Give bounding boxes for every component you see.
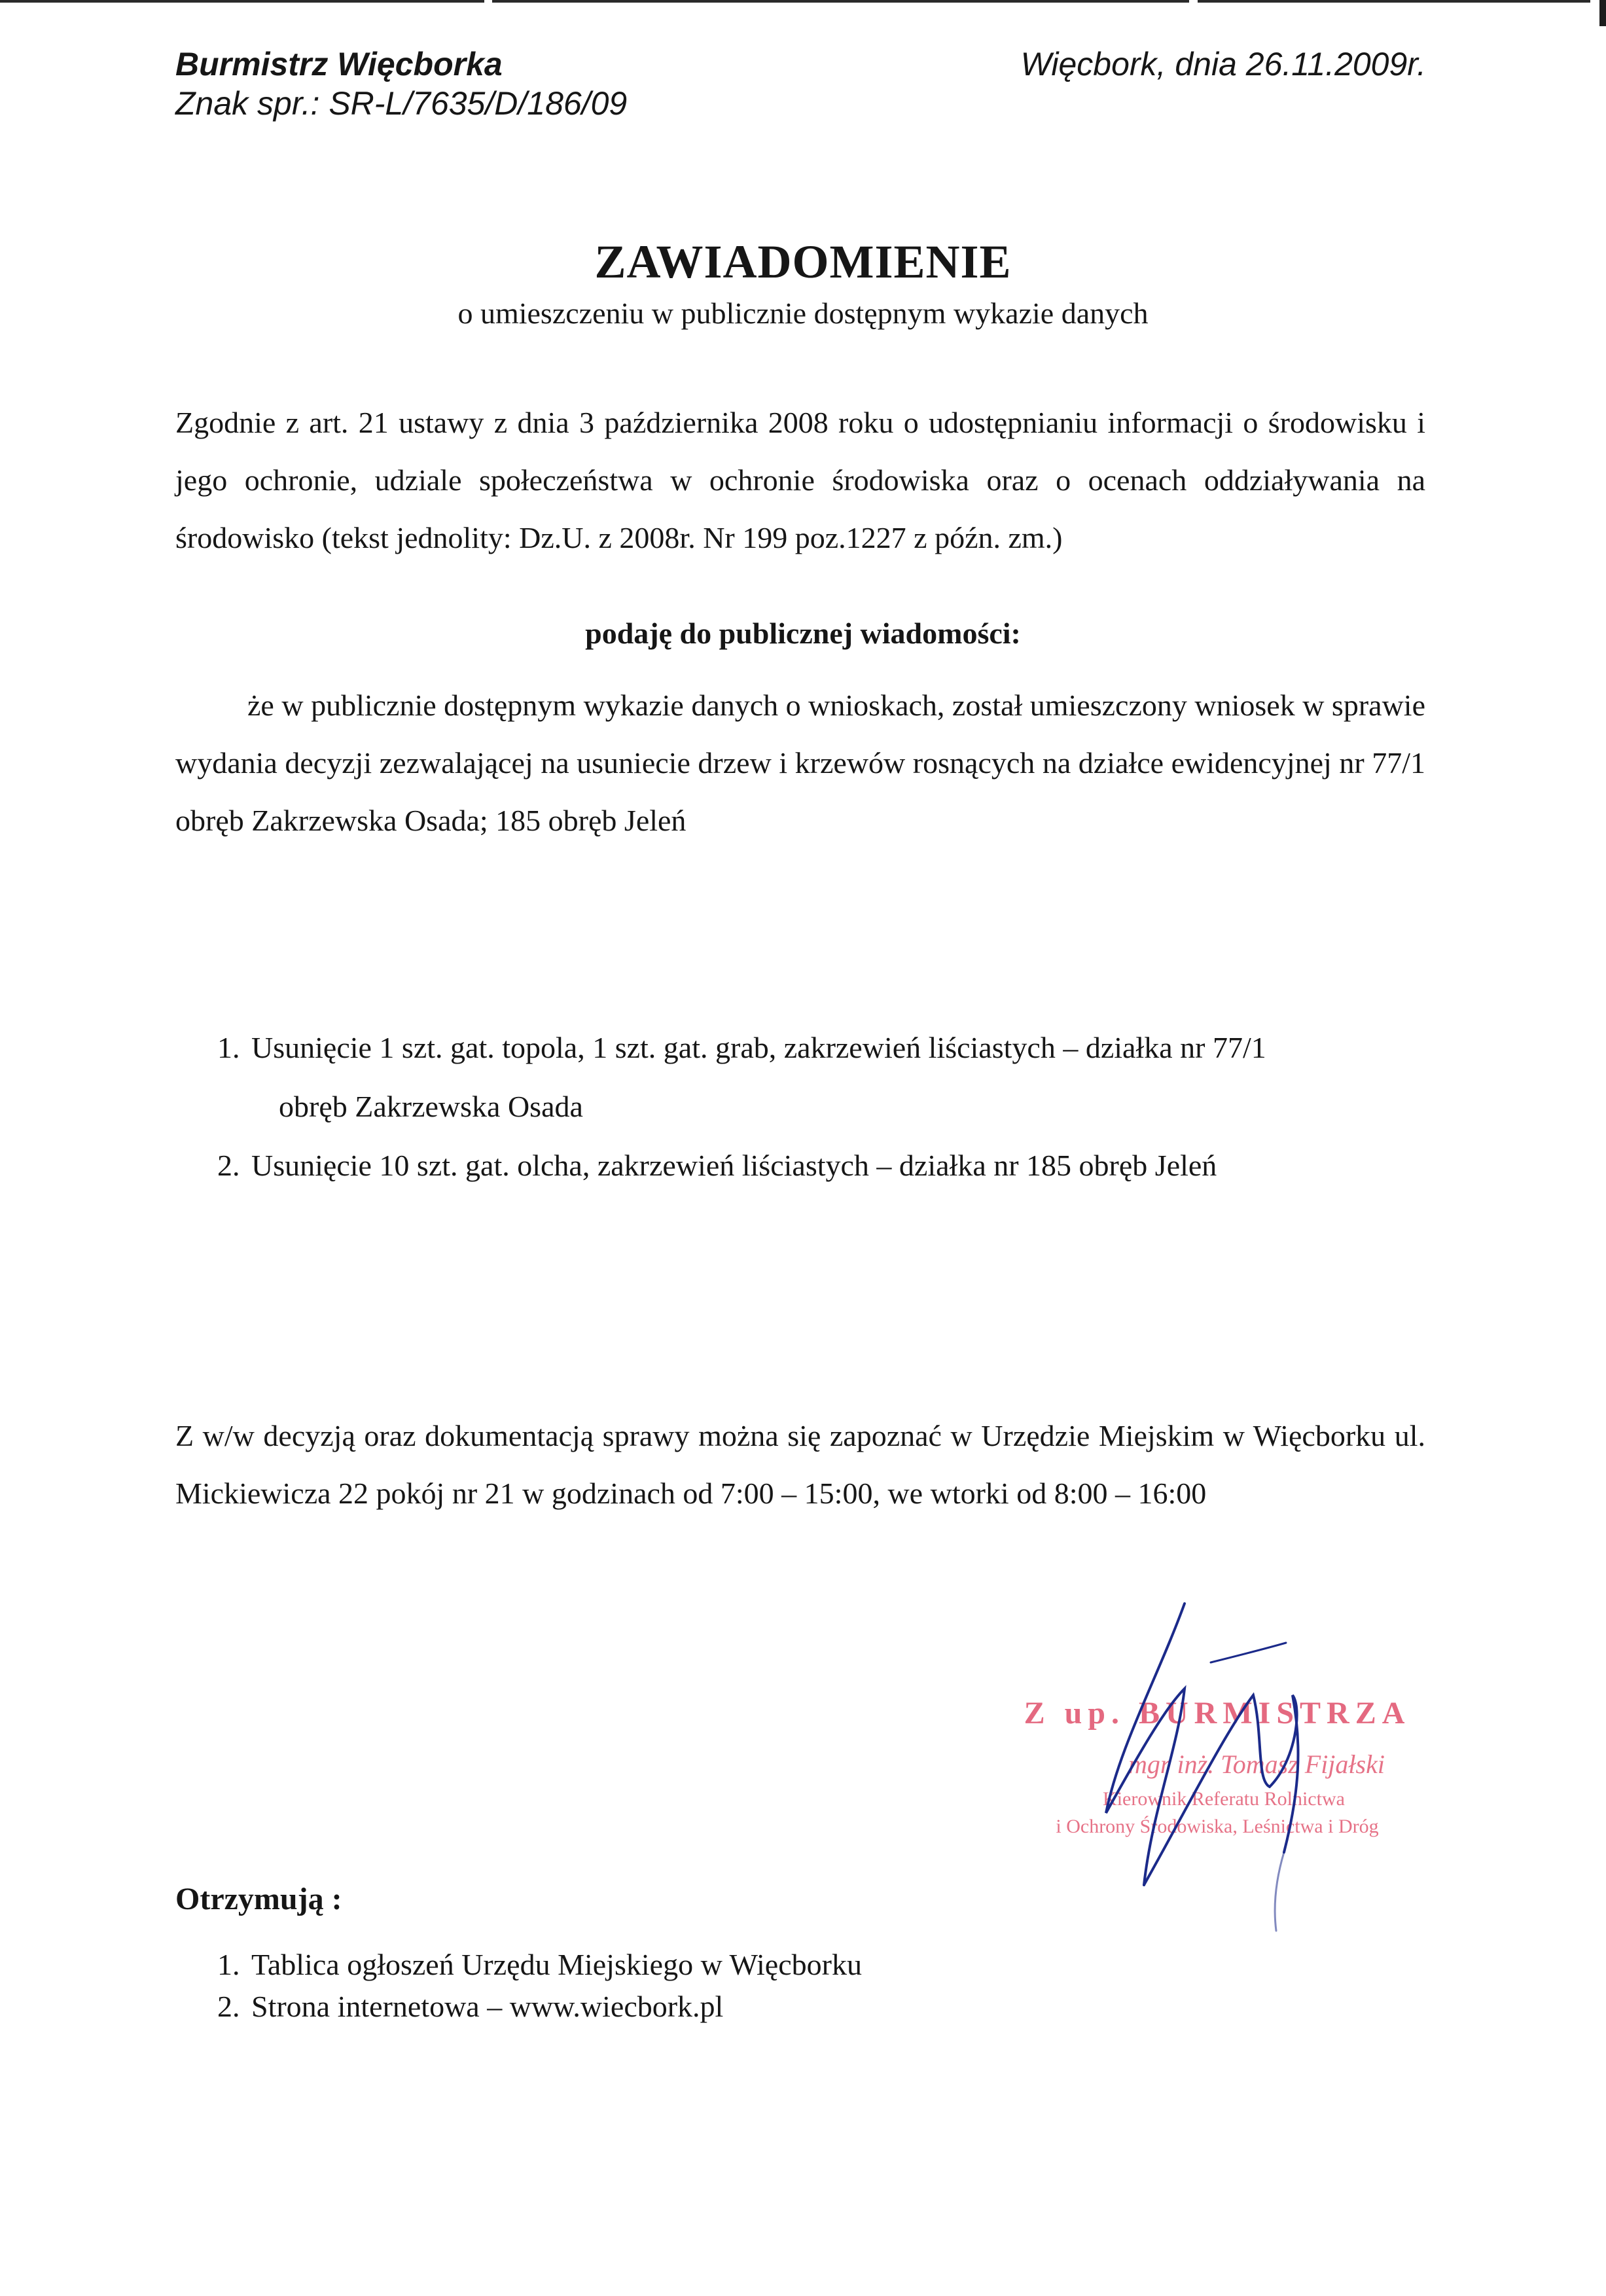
list-item-number: 1.: [217, 1031, 240, 1064]
recipient-number: 2.: [217, 1990, 240, 2023]
stamp-line-department: i Ochrony Środowiska, Leśnictwa i Dróg: [1056, 1816, 1379, 1837]
body-paragraph: że w publicznie dostępnym wykazie danych o wnioskach, został umieszczony wniosek w sprawie wydania decyzji zezwalającej na usuniecie drzew i krzewów rosnących na działce ewidencyjnej nr 77/1 obręb Zakrzewska Osada; 185 obręb Jeleń: [175, 689, 1425, 837]
document-subtitle: o umieszczeniu w publicznie dostępnym wykazie danych: [457, 296, 1149, 330]
recipients-title: Otrzymują :: [175, 1882, 342, 1916]
title-block: [0, 234, 1606, 334]
office-name: Burmistrz Więcborka: [175, 46, 503, 82]
handwritten-signature: [988, 1597, 1446, 1937]
sender-block: [175, 45, 627, 123]
scan-edge-right: [1599, 0, 1606, 26]
list-item-main: Usunięcie 1 szt. gat. topola, 1 szt. gat. grab, zakrzewień liściastych – działka nr 77/1: [251, 1031, 1266, 1064]
stamp-line-position: Kierownik Referatu Rolnictwa: [1103, 1788, 1345, 1810]
recipient-text: Strona internetowa – www.wiecbork.pl: [251, 1990, 724, 2023]
list-item: [217, 1018, 1438, 1136]
recipient-number: 1.: [217, 1948, 240, 1981]
recipients-list: [217, 1944, 862, 2028]
recipient-item: [217, 1986, 862, 2028]
list-item-continuation: obręb Zakrzewska Osada: [279, 1090, 583, 1123]
stamp-line-name: mgr inż. Tomasz Fijałski: [1128, 1749, 1385, 1779]
list-item-number: 2.: [217, 1149, 240, 1182]
scan-edge-marks: [0, 0, 1606, 8]
list-item-text: Usunięcie 10 szt. gat. olcha, zakrzewień liściastych – działka nr 185 obręb Jeleń: [251, 1149, 1217, 1182]
stamp-line-authority: Z up. BURMISTRZA: [1024, 1696, 1411, 1731]
official-stamp: [988, 1597, 1446, 1937]
recipient-text: Tablica ogłoszeń Urzędu Miejskiego w Więcborku: [251, 1948, 862, 1981]
recipient-item: [217, 1944, 862, 1986]
list-item: [217, 1136, 1438, 1195]
office-hours-paragraph: Z w/w decyzją oraz dokumentacją sprawy można się zapoznać w Urzędzie Miejskim w Więcborku ul. Mickiewicza 22 pokój nr 21 w godzinach od 7:00 – 15:00, we wtorki od 8:00 – 16:00: [175, 1419, 1425, 1510]
document-title: ZAWIADOMIENIE: [594, 236, 1012, 288]
place-date: Więcbork, dnia 26.11.2009r.: [1020, 46, 1426, 82]
legal-basis-paragraph: Zgodnie z art. 21 ustawy z dnia 3 października 2008 roku o udostępnianiu informacji o środowisku i jego ochronie, udziale społeczeństwa w ochronie środowiska oraz o ocenach oddziaływania na środowisko (tekst jednolity: Dz.U. z 2008r. Nr 199 poz.1227 z późn. zm.): [175, 406, 1425, 554]
reference-number: Znak spr.: SR-L/7635/D/186/09: [175, 85, 628, 122]
announcement-heading: podaję do publicznej wiadomości:: [585, 617, 1021, 650]
list-item-text: [251, 1018, 1438, 1136]
removal-list: [217, 1018, 1438, 1195]
